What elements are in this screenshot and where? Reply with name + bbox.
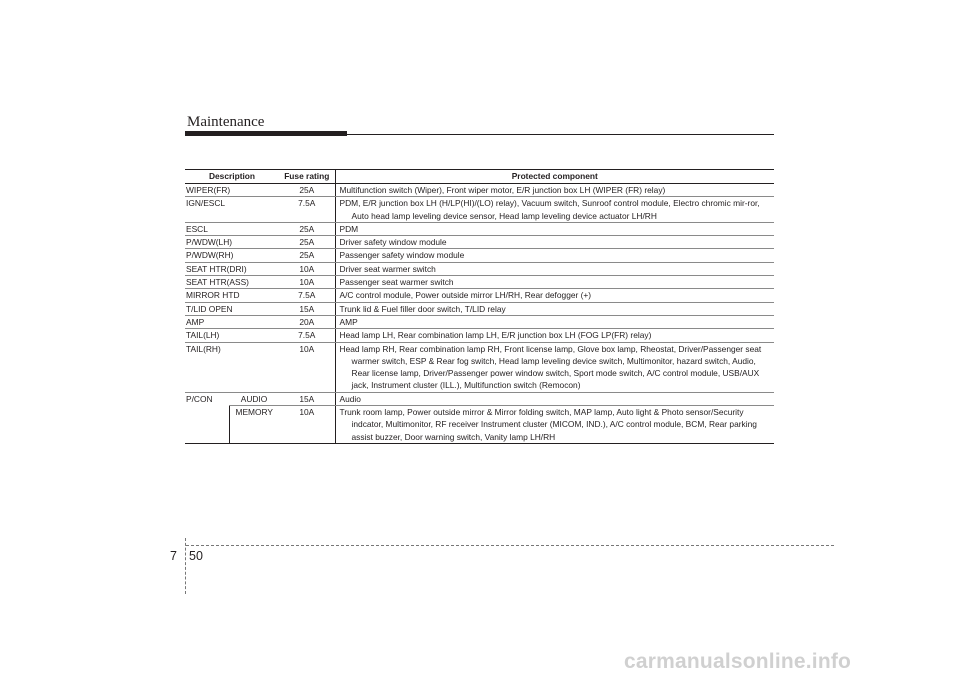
fuse-rating: 15A: [279, 302, 335, 315]
column-header-description: Description: [185, 170, 279, 184]
protected-component: [335, 392, 774, 405]
fuse-description: MIRROR HTD: [185, 289, 279, 302]
protected-component: [335, 342, 774, 392]
column-header-fuse-rating: Fuse rating: [279, 170, 335, 184]
protected-component-text: Trunk room lamp, Power outside mirror & Mirror folding switch, MAP lamp, Auto light & Photo sensor/Security indcator, Multimonitor, RF receiver Instrument cluster (MICOM, IND.), A/C control module, BCM, Rear parking assist buzzer, Door warning switch, Vanity lamp LH/RH: [339, 407, 757, 442]
watermark-logo: carmanualsonline.info: [624, 650, 852, 673]
section-title: Maintenance: [187, 114, 265, 130]
table-row-pcon-audio: [185, 392, 774, 405]
table-row: [185, 222, 774, 235]
table-row: [185, 302, 774, 315]
table-header-row: [185, 170, 774, 184]
protected-component: [335, 197, 774, 223]
protected-component-text: A/C control module, Power outside mirror LH/RH, Rear defogger (+): [339, 290, 592, 301]
table-row: [185, 236, 774, 249]
fuse-description: TAIL(RH): [185, 342, 279, 392]
protected-component-text: AMP: [339, 316, 358, 327]
protected-component: [335, 249, 774, 262]
protected-component-text: Driver seat warmer switch: [339, 263, 436, 274]
protected-component-text: Audio: [339, 393, 361, 404]
protected-component-text: Trunk lid & Fuel filler door switch, T/LID relay: [339, 303, 506, 314]
protected-component: [335, 406, 774, 444]
fuse-rating: 25A: [279, 184, 335, 197]
protected-component-text: Driver safety window module: [339, 237, 447, 248]
table-row: [185, 276, 774, 289]
table-row: [185, 289, 774, 302]
protected-component: [335, 289, 774, 302]
table-row: [185, 342, 774, 392]
protected-component-text: Multifunction switch (Wiper), Front wiper motor, E/R junction box LH (WIPER (FR) relay): [339, 185, 666, 195]
header-rule-thin: [347, 134, 774, 135]
fuse-rating: 25A: [279, 249, 335, 262]
table-row: [185, 315, 774, 328]
fuse-description: ESCL: [185, 222, 279, 235]
protected-component: [335, 315, 774, 328]
fuse-description: P/WDW(LH): [185, 236, 279, 249]
protected-component-text: PDM, E/R junction box LH (H/LP(HI)/(LO) relay), Vacuum switch, Sunroof control module, Electro chromic mir-ror, Auto head lamp leveling device sensor, Head lamp leveling device actuator LH/RH: [339, 198, 760, 221]
protected-component-text: Head lamp RH, Rear combination lamp RH, Front license lamp, Glove box lamp, Rheostat, Driver/Passenger seat warmer switch, ESP & Rear fog switch, Head lamp leveling device switch, Multimonitor, hazard switch, Audio, Rear license lamp, Driver/Passenger power window switch, Sport mode switch, A/C control module, USB/AUX jack, Instrument cluster (ILL.), Multifunction switch (Remocon): [339, 343, 762, 391]
fuse-description: T/LID OPEN: [185, 302, 279, 315]
protected-component: [335, 184, 774, 197]
fuse-rating: 7.5A: [279, 289, 335, 302]
fuse-description: SEAT HTR(DRI): [185, 262, 279, 275]
fuse-description: P/WDW(RH): [185, 249, 279, 262]
chapter-number: 7: [170, 549, 177, 563]
table-row: [185, 197, 774, 223]
fuse-rating: 25A: [279, 236, 335, 249]
header-rule-thick: [185, 131, 347, 136]
fuse-table: [185, 169, 774, 444]
footer-dashed-vertical-rule: [185, 538, 186, 594]
pcon-sub-audio: AUDIO: [229, 392, 279, 405]
fuse-rating: 10A: [279, 276, 335, 289]
fuse-rating: 25A: [279, 222, 335, 235]
pcon-sub-memory: MEMORY: [229, 406, 279, 444]
protected-component: [335, 222, 774, 235]
protected-component-text: Head lamp LH, Rear combination lamp LH, E/R junction box LH (FOG LP(FR) relay): [339, 330, 652, 341]
fuse-description: SEAT HTR(ASS): [185, 276, 279, 289]
protected-component: [335, 276, 774, 289]
fuse-description-pcon: P/CON: [185, 392, 229, 443]
fuse-description: WIPER(FR): [185, 184, 279, 197]
fuse-rating: 7.5A: [279, 197, 335, 223]
table-row: [185, 329, 774, 342]
fuse-rating: 10A: [279, 406, 335, 444]
fuse-rating: 10A: [279, 342, 335, 392]
protected-component: [335, 329, 774, 342]
page-number: 50: [189, 549, 203, 563]
table-row: [185, 184, 774, 197]
fuse-rating: 20A: [279, 315, 335, 328]
table-row: [185, 262, 774, 275]
table-row-pcon-memory: [185, 406, 774, 444]
fuse-description: IGN/ESCL: [185, 197, 279, 223]
fuse-description: AMP: [185, 315, 279, 328]
protected-component: [335, 236, 774, 249]
protected-component-text: Passenger safety window module: [339, 250, 465, 261]
footer-dashed-rule: [186, 545, 834, 546]
protected-component: [335, 262, 774, 275]
fuse-description: TAIL(LH): [185, 329, 279, 342]
protected-component: [335, 302, 774, 315]
fuse-rating: 7.5A: [279, 329, 335, 342]
protected-component-text: Passenger seat warmer switch: [339, 277, 454, 288]
fuse-rating: 10A: [279, 262, 335, 275]
fuse-rating: 15A: [279, 392, 335, 405]
table-row: [185, 249, 774, 262]
protected-component-text: PDM: [339, 223, 359, 234]
column-header-protected-component: Protected component: [335, 170, 774, 184]
